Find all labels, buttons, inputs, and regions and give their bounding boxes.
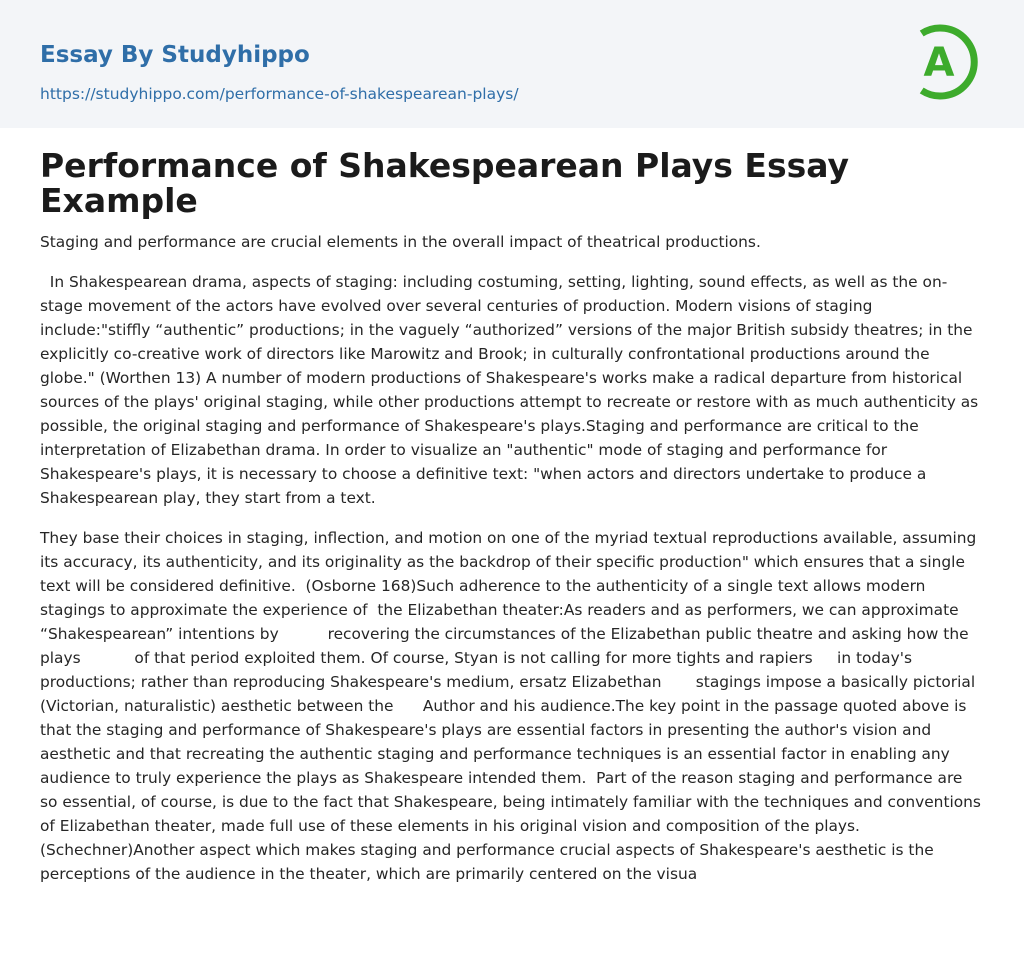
logo-letter: A bbox=[923, 40, 955, 86]
site-brand[interactable]: Essay By Studyhippo bbox=[40, 42, 310, 68]
article-url-link[interactable]: https://studyhippo.com/performance-of-shakespearean-plays/ bbox=[40, 85, 519, 103]
site-header bbox=[0, 0, 1024, 128]
article bbox=[0, 128, 1024, 886]
article-paragraph-3: They base their choices in staging, inflection, and motion on one of the myriad textual reproductions available, assuming its accuracy, its authenticity, and its originality as the backdrop of their specific production" which ensures that a single text will be considered definitive. (Osborne 168)Such adherence to the authenticity of a single text allows modern stagings to approximate the experience of the Elizabethan theater:As readers and as performers, we can approximate “Shakespearean” intentions by recovering the circumstances of the Elizabethan public theatre and asking how the plays of that period exploited them. Of course, Styan is not calling for more tights and rapiers in today's productions; rather than reproducing Shakespeare's medium, ersatz Elizabethan stagings impose a basically pictorial (Victorian, naturalistic) aesthetic between the Author and his audience.The key point in the passage quoted above is that the staging and performance of Shakespeare's plays are essential factors in presenting the author's vision and aesthetic and that recreating the authentic staging and performance techniques is an essential factor in enabling any audience to truly experience the plays as Shakespeare intended them. Part of the reason staging and performance are so essential, of course, is due to the fact that Shakespeare, being intimately familiar with the techniques and conventions of Elizabethan theater, made full use of these elements in his original vision and composition of the plays. (Schechner)Another aspect which makes staging and performance crucial aspects of Shakespeare's aesthetic is the perceptions of the audience in the theater, which are primarily centered on the visua bbox=[40, 529, 986, 883]
page-title: Performance of Shakespearean Plays Essay Example bbox=[40, 146, 850, 220]
studyhippo-logo-icon[interactable] bbox=[912, 19, 986, 105]
article-paragraph-1: Staging and performance are crucial elements in the overall impact of theatrical productions. bbox=[40, 233, 761, 251]
article-paragraph-2: In Shakespearean drama, aspects of staging: including costuming, setting, lighting, sound effects, as well as the on-stage movement of the actors have evolved over several centuries of production. Modern visions of staging include:"stiffly “authentic” productions; in the vaguely “authorized” versions of the major British subsidy theatres; in the explicitly co-creative work of directors like Marowitz and Brook; in culturally confrontational productions around the globe." (Worthen 13) A number of modern productions of Shakespeare's works make a radical departure from historical sources of the plays' original staging, while other productions attempt to recreate or restore with as much authenticity as possible, the original staging and performance of Shakespeare's plays.Staging and performance are critical to the interpretation of Elizabethan drama. In order to visualize an "authentic" mode of staging and performance for Shakespeare's plays, it is necessary to choose a definitive text: "when actors and directors undertake to produce a Shakespearean play, they start from a text. bbox=[40, 273, 984, 507]
